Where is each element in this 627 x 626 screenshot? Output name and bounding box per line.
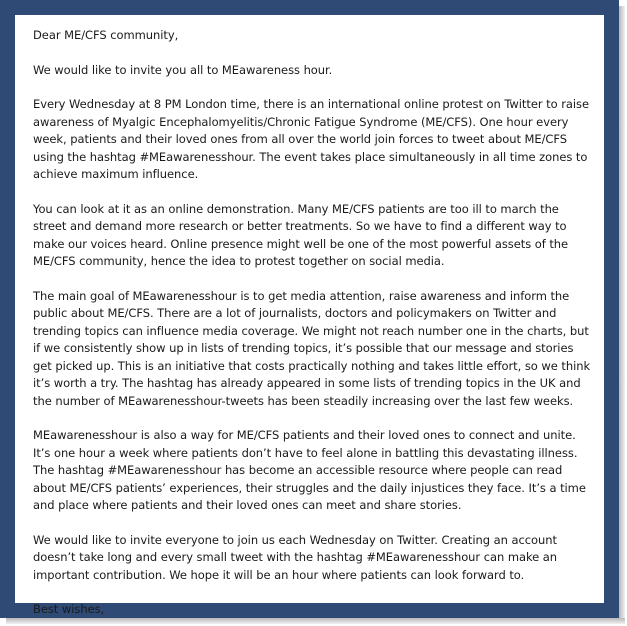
letter-salutation: Dear ME/CFS community,: [33, 28, 179, 42]
frame-shadow-right: [619, 6, 625, 620]
letter-paragraph-schedule: Every Wednesday at 8 PM London time, there is an international online protest on Twitter to raise awareness of Myalgic Encephalomyelitis/Chronic Fatigue Syndrome (ME/CFS). One hour every week, patients and their loved ones from all over the world join forces to tweet about ME/CFS using the hashtag #MEawarenesshour. The event takes place simultaneously in all time zones to achieve maximum influence.: [33, 97, 589, 181]
letter-paragraph-goal: The main goal of MEawarenesshour is to get media attention, raise awareness and inform the public about ME/CFS. There are a lot of journalists, doctors and policymakers on Twitter and trending topics can influence media coverage. We might not reach number one in the charts, but if we consistently show up in lists of trending topics, it’s possible that our message and stories get picked up. This is an initiative that costs practically nothing and takes little effort, so we think it’s worth a try. The hashtag has already appeared in some lists of trending topics in the UK and the number of MEawarenesshour-tweets has been steadily increasing over the last few weeks.: [33, 288, 591, 408]
letter-paragraph-demonstration: You can look at it as an online demonstration. Many ME/CFS patients are too ill to march the street and demand more research or better treatments. So we have to find a different way to make our voices heard. Online presence might well be one of the most powerful assets of the ME/CFS community, hence the idea to protest together on social media.: [33, 201, 569, 268]
letter-paragraph-community: MEawarenesshour is also a way for ME/CFS patients and their loved ones to connect and unite. It’s one hour a week where patients don’t have to feel alone in battling this devastating illness. The hashtag #MEawarenesshour has become an accessible resource where people can read about ME/CFS patients’ experiences, their struggles and the daily injustices they face. It’s a time and place where patients and their loved ones can meet and share stories.: [33, 428, 586, 512]
letter-body: [15, 15, 604, 616]
letter-paragraph-intro: We would like to invite you all to MEawareness hour.: [33, 62, 333, 77]
letter-paragraph-invitation: We would like to invite everyone to join us each Wednesday on Twitter. Creating an account doesn’t take long and every small tweet with the hashtag #MEawarenesshour can make an important contribution. We hope it will be an hour where patients can look forward to.: [33, 532, 558, 582]
letter-closing: Best wishes,: [33, 602, 105, 616]
frame-shadow-bottom: [6, 618, 625, 624]
